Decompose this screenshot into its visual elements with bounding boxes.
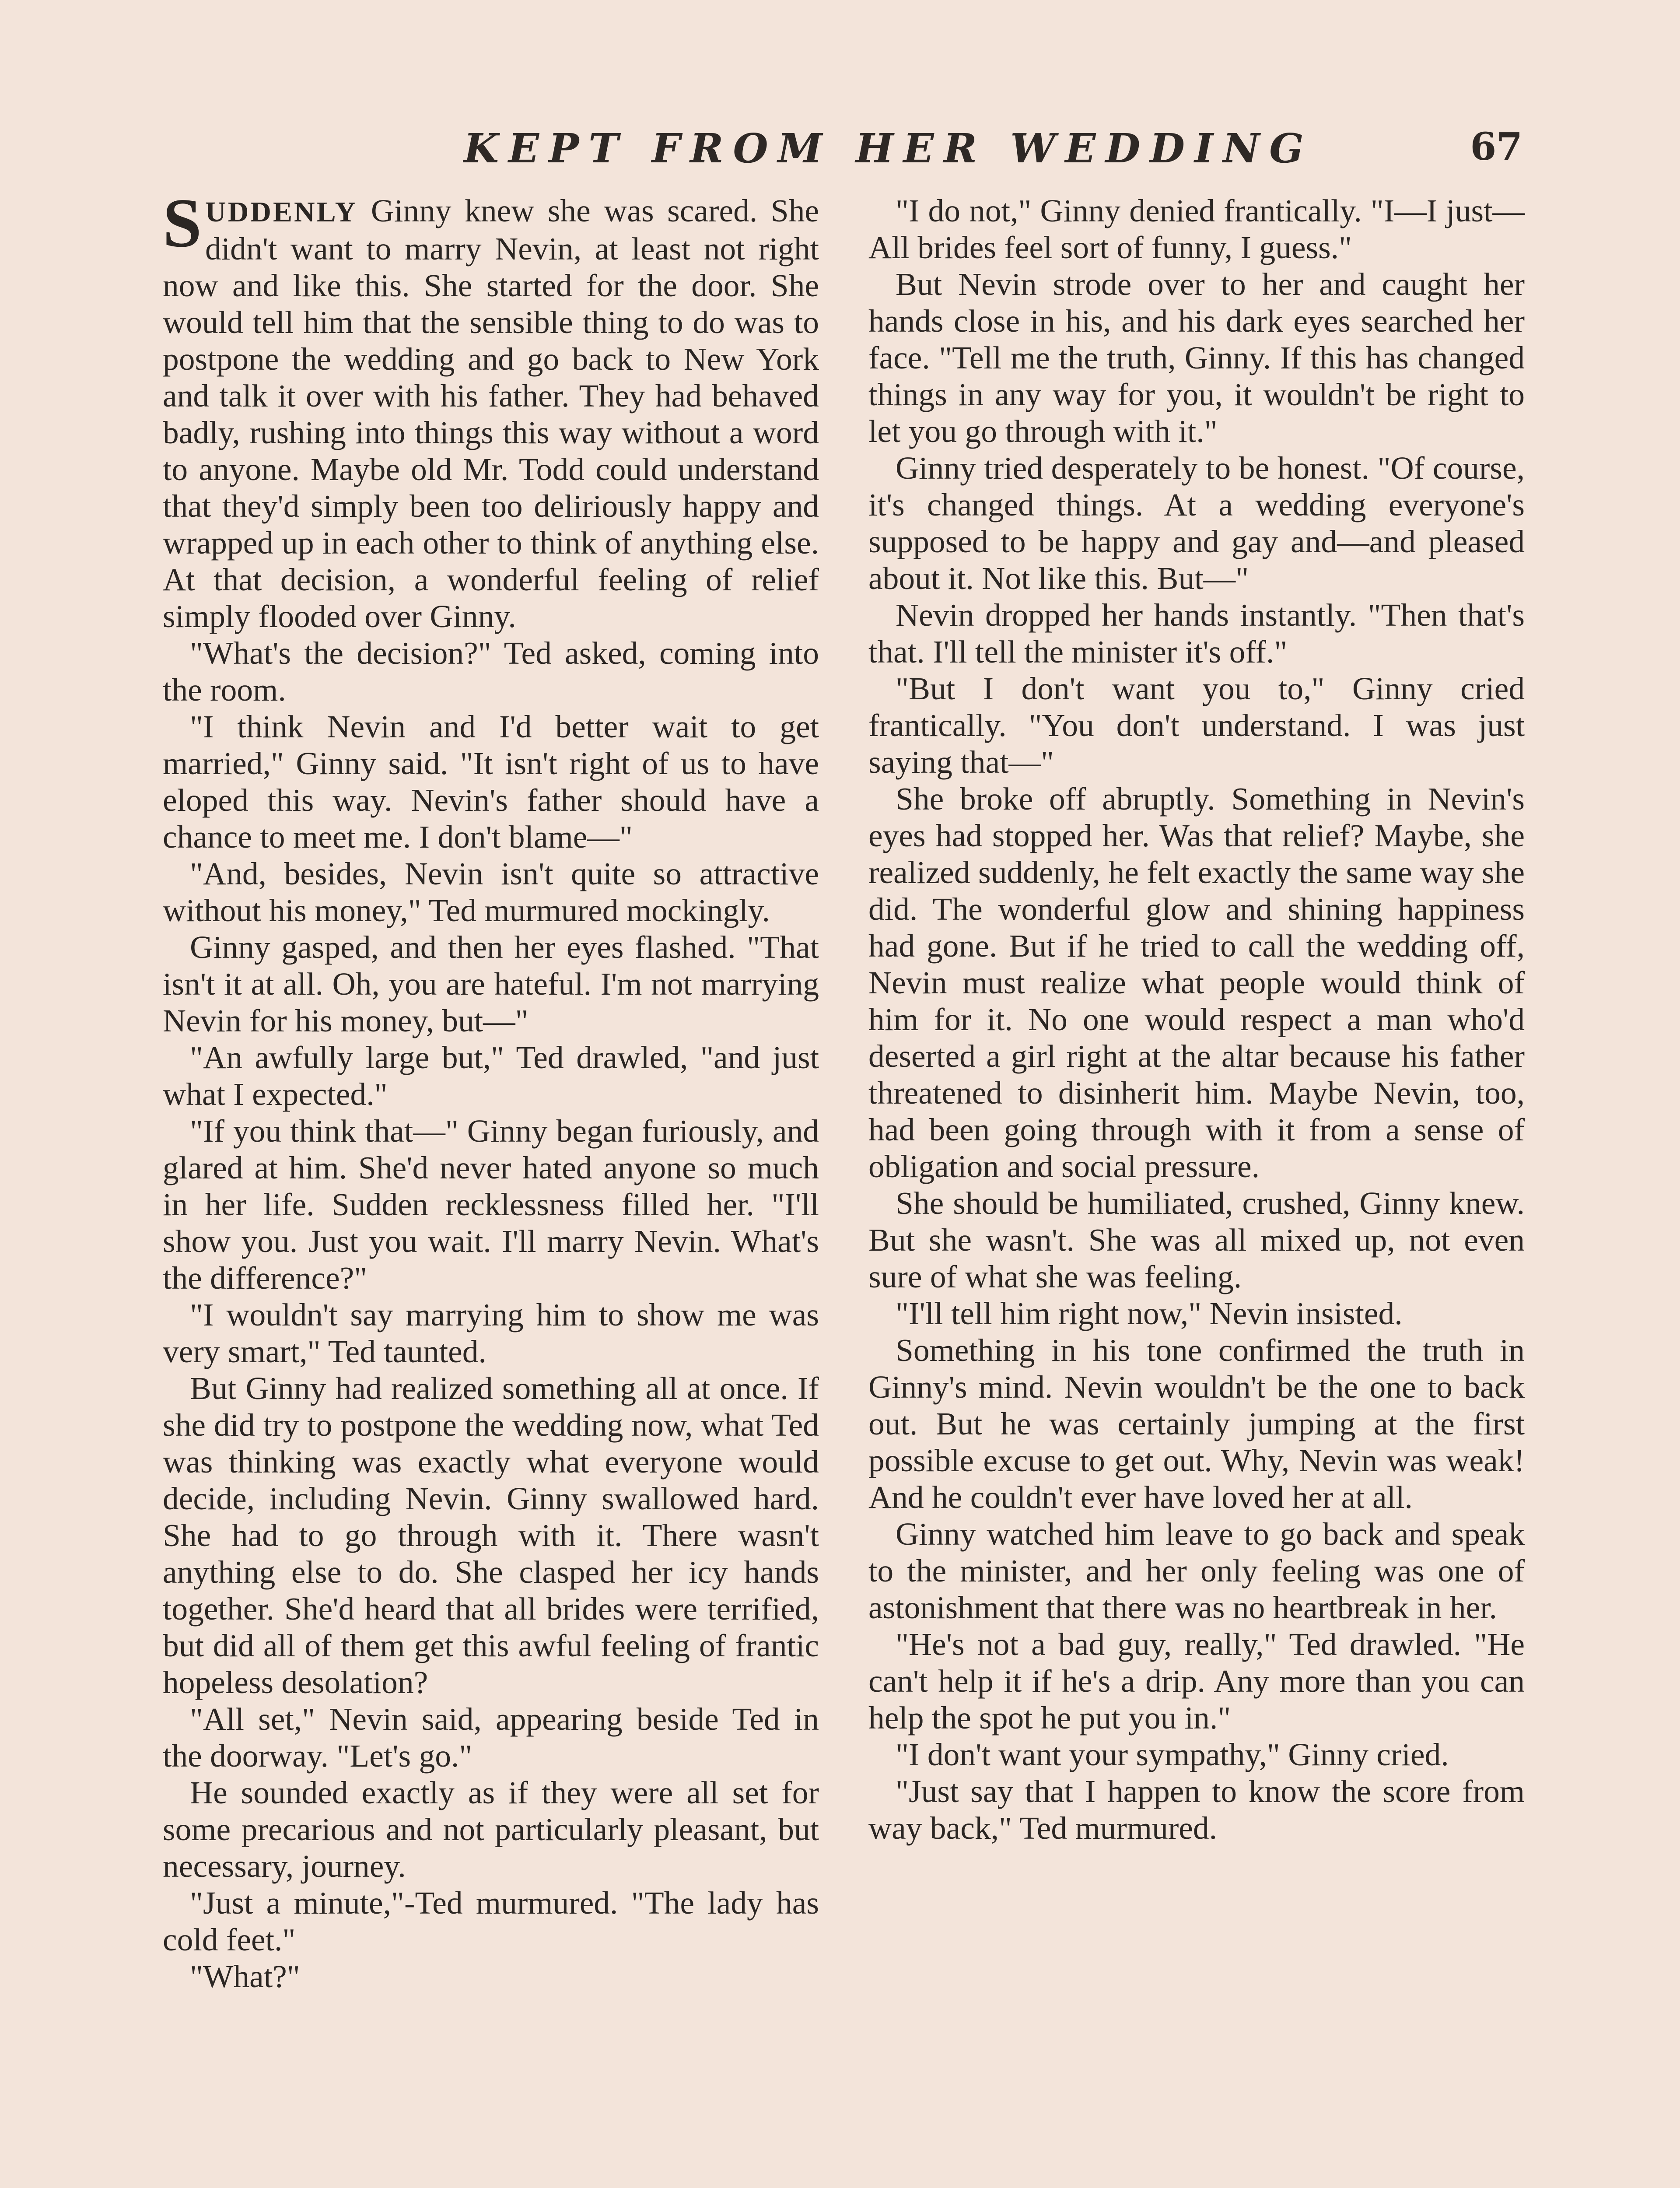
paragraph: Something in his tone confirmed the truth in Ginny's mind. Nevin wouldn't be the one to back out. But he was certainly jumping at the first possible excuse to get out. Why, Nevin was weak! And he couldn't ever have loved her at all. xyxy=(868,1332,1525,1515)
page-number: 67 xyxy=(1470,125,1522,169)
paragraph: "And, besides, Nevin isn't quite so attractive without his money," Ted murmured mockingly. xyxy=(163,856,819,928)
paragraph: "I don't want your sympathy," Ginny cried. xyxy=(896,1737,1449,1772)
left-column xyxy=(163,184,819,1995)
paragraph: Nevin dropped her hands instantly. "Then that's that. I'll tell the minister it's off." xyxy=(868,597,1525,670)
paragraph: "All set," Nevin said, appearing beside Ted in the doorway. "Let's go." xyxy=(163,1701,819,1774)
opening-word: UDDENLY xyxy=(205,196,358,228)
paragraph: Ginny tried desperately to be honest. "Of course, it's changed things. At a wedding everyone's supposed to be happy and gay and—and pleased about it. Not like this. But—" xyxy=(868,450,1525,596)
paragraph: She should be humiliated, crushed, Ginny knew. But she wasn't. She was all mixed up, not even sure of what she was feeling. xyxy=(868,1185,1525,1294)
paragraph: Ginny gasped, and then her eyes flashed. "That isn't it at all. Oh, you are hateful. I'm not marrying Nevin for his money, but—" xyxy=(163,929,819,1038)
paragraph: "Just say that I happen to know the score from way back," Ted murmured. xyxy=(868,1774,1525,1846)
paragraph: "Just a minute,"-Ted murmured. "The lady has cold feet." xyxy=(163,1885,819,1957)
paragraph: But Nevin strode over to her and caught her hands close in his, and his dark eyes searched her face. "Tell me the truth, Ginny. If this has changed things in any way for you, it wouldn't be right to let you go through with it." xyxy=(868,266,1525,449)
paragraph: "I think Nevin and I'd better wait to get married," Ginny said. "It isn't right of us to have eloped this way. Nevin's father should have a chance to meet me. I don't blame—" xyxy=(163,709,819,855)
paragraph: Ginny watched him leave to go back and speak to the minister, and her only feeling was one of astonishment that there was no heartbreak in her. xyxy=(868,1516,1525,1625)
paragraph: "He's not a bad guy, really," Ted drawled. "He can't help it if he's a drip. Any more than you can help the spot he put you in." xyxy=(868,1627,1525,1736)
opening-paragraph xyxy=(163,184,819,635)
right-column xyxy=(868,193,1525,1847)
paragraph: "If you think that—" Ginny began furiously, and glared at him. She'd never hated anyone so much in her life. Sudden recklessness filled her. "I'll show you. Just you wait. I'll marry Nevin. What's the difference?" xyxy=(163,1113,819,1296)
paragraph: "An awfully large but," Ted drawled, "and just what I expected." xyxy=(163,1040,819,1112)
paragraph: She broke off abruptly. Something in Nevin's eyes had stopped her. Was that relief? Maybe, she realized suddenly, he felt exactly the same way she did. The wonderful glow and shining happiness had gone. But if he tried to call the wedding off, Nevin must realize what people would think of him for it. No one would respect a man who'd deserted a girl right at the altar because his father threatened to disinherit him. Maybe Nevin, too, had been going through with it from a sense of obligation and social pressure. xyxy=(868,781,1525,1184)
running-title: KEPT FROM HER WEDDING xyxy=(464,125,1313,172)
paragraph: But Ginny had realized something all at once. If she did try to postpone the wedding now, what Ted was thinking was exactly what everyone would decide, including Nevin. Ginny swallowed hard. She had to go through with it. There wasn't anything else to do. She clasped her icy hands together. She'd heard that all brides were terrified, but did all of them get this awful feeling of frantic hopeless desolation? xyxy=(163,1371,819,1700)
paragraph: "I do not," Ginny denied frantically. "I—I just— All brides feel sort of funny, I guess." xyxy=(868,193,1525,265)
paragraph: "I wouldn't say marrying him to show me was very smart," Ted taunted. xyxy=(163,1297,819,1369)
paragraph: "But I don't want you to," Ginny cried frantically. "You don't understand. I was just saying that—" xyxy=(868,671,1525,780)
paragraph-text: Ginny knew she was scared. She didn't want to marry Nevin, at least not right now and like this. She started for the door. She would tell him that the sensible thing to do was to postpone the wedding and go back to New York and talk it over with his father. They had behaved badly, rushing into things this way without a word to anyone. Maybe old Mr. Todd could understand that they'd simply been too deliriously happy and wrapped up in each other to think of anything else. At that decision, a wonderful feeling of relief simply flooded over Ginny. xyxy=(163,193,819,634)
page-header xyxy=(166,125,1522,182)
paragraph: He sounded exactly as if they were all set for some precarious and not particularly pleasant, but necessary, journey. xyxy=(163,1775,819,1884)
paragraph: "What's the decision?" Ted asked, coming into the room. xyxy=(163,635,819,708)
drop-cap: S xyxy=(163,184,202,262)
paragraph: "What?" xyxy=(190,1959,300,1994)
paragraph: "I'll tell him right now," Nevin insisted. xyxy=(896,1296,1403,1331)
